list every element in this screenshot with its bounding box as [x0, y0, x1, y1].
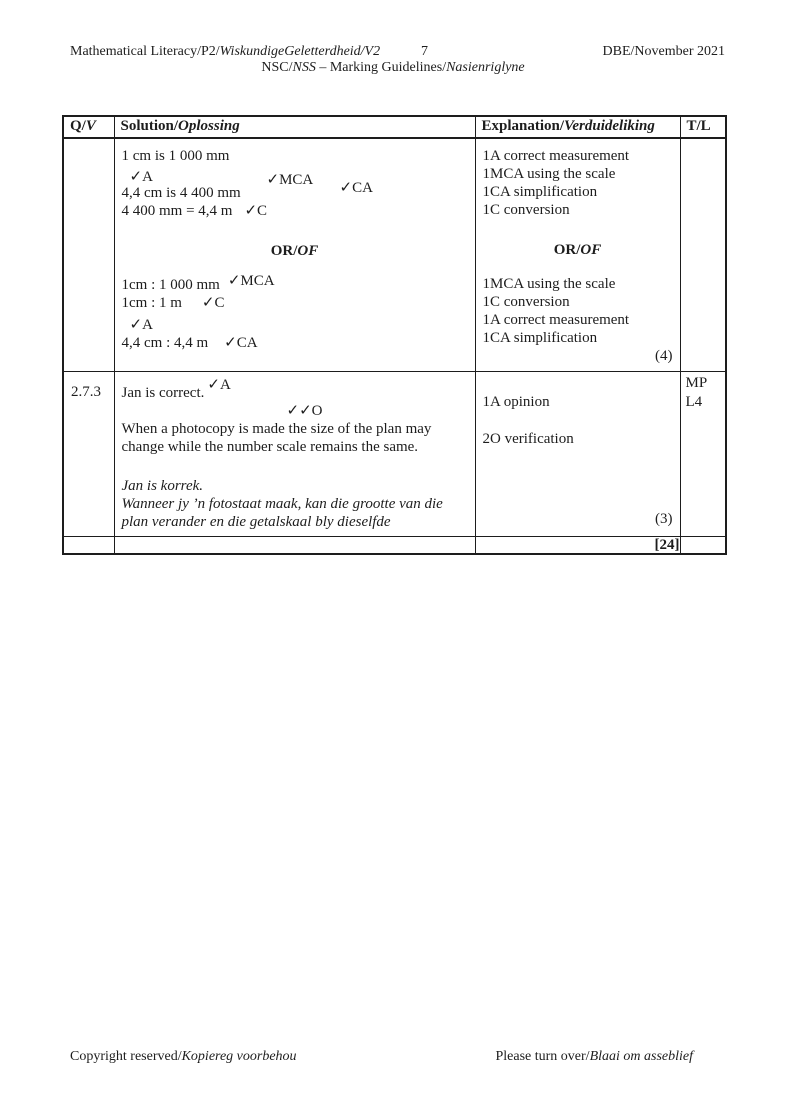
- mark-c: ✓C: [244, 203, 268, 219]
- cell-solution-r2: [114, 372, 475, 537]
- solution-line: 1 cm is 1 000 mm: [121, 148, 230, 164]
- or-label-en: OR/: [270, 243, 298, 259]
- header-subject-af: WiskundigeGeletterdheid/V2: [219, 44, 381, 59]
- solution-text: 1cm : 1 m: [121, 295, 182, 311]
- table-row: [63, 537, 726, 555]
- or-label-af: OF: [297, 243, 319, 259]
- tl-code-mp: MP: [685, 375, 708, 391]
- footer-copyright: [70, 1049, 297, 1065]
- explanation-line: 1C conversion: [482, 294, 570, 310]
- marking-guideline-table: [62, 115, 727, 555]
- footer-turn-over-en: Please turn over/: [495, 1049, 590, 1064]
- explanation-line: 1CA simplification: [482, 330, 598, 346]
- mark-mca: ✓MCA: [227, 273, 275, 289]
- grand-total: [24]: [475, 537, 680, 555]
- marks-total: (3): [655, 511, 673, 527]
- solution-line-afrikaans: plan verander en die getalskaal bly dieselfde: [121, 514, 391, 530]
- header-nasienriglyne: Nasienriglyne: [446, 60, 525, 75]
- explanation-line: 1A correct measurement: [482, 312, 630, 328]
- solution-text: 1cm : 1 000 mm: [121, 277, 220, 293]
- header-subject: [70, 44, 380, 60]
- header-nsc: NSC/: [261, 60, 293, 75]
- solution-line-afrikaans: Jan is korrek.: [121, 478, 204, 494]
- mark-ca: ✓CA: [339, 180, 373, 196]
- or-label-af: OF: [580, 242, 602, 258]
- table-row: [63, 138, 726, 372]
- mark-ca: ✓CA: [224, 335, 258, 351]
- explanation-line: 1MCA using the scale: [482, 276, 616, 292]
- col-header-qv-italic: V: [85, 118, 96, 134]
- cell-qv-r1: [63, 138, 114, 372]
- explanation-line: 1MCA using the scale: [482, 166, 616, 182]
- col-header-explanation-main: Explanation/: [481, 118, 565, 134]
- solution-line: change while the number scale remains the same.: [121, 439, 419, 455]
- page-number: 7: [421, 44, 428, 59]
- cell-explanation-r1: [475, 138, 680, 372]
- cell-qv-r3: [63, 537, 114, 555]
- solution-text: 4 400 mm = 4,4 m: [121, 203, 233, 219]
- col-header-solution: [114, 116, 475, 138]
- col-header-qv: [63, 116, 114, 138]
- footer-copyright-af: Kopiereg voorbehou: [181, 1049, 297, 1064]
- table-header-row: [63, 116, 726, 138]
- mark-c: ✓C: [201, 295, 225, 311]
- mark-a: ✓A: [129, 169, 153, 185]
- explanation-line: 1A correct measurement: [482, 148, 630, 164]
- explanation-line: 2O verification: [482, 431, 574, 447]
- cell-explanation-r2: [475, 372, 680, 537]
- solution-line: 4,4 cm is 4 400 mm: [121, 185, 241, 201]
- or-separator: [483, 241, 673, 259]
- solution-line: [121, 377, 468, 402]
- col-header-explanation-italic: Verduideliking: [564, 118, 655, 134]
- cell-tl-r1: [680, 138, 726, 372]
- mark-mca: ✓MCA: [266, 172, 314, 188]
- marks-total: (4): [655, 348, 673, 364]
- tl-code-l4: L4: [685, 394, 703, 410]
- col-header-solution-main: Solution/: [120, 118, 179, 134]
- col-header-qv-main: Q/: [70, 118, 86, 134]
- header-subject-en: Mathematical Literacy/P2/: [70, 44, 220, 59]
- cell-tl-r3: [680, 537, 726, 555]
- cell-tl-r2: [680, 372, 726, 537]
- question-number: 2.7.3: [71, 384, 101, 400]
- col-header-solution-italic: Oplossing: [178, 118, 240, 134]
- table-row: [63, 372, 726, 537]
- mark-oo: ✓✓O: [286, 403, 323, 419]
- or-separator: [122, 242, 468, 260]
- cell-qv-r2: [63, 372, 114, 537]
- footer-turn-over-af: Blaai om asseblief: [589, 1049, 693, 1064]
- mark-a: ✓A: [129, 317, 153, 333]
- explanation-line: 1CA simplification: [482, 184, 598, 200]
- solution-line: [122, 202, 468, 220]
- solution-line: [122, 294, 468, 312]
- header-nss: NSS: [292, 60, 316, 75]
- cell-solution-r1: [114, 138, 475, 372]
- col-header-tl: T/L: [680, 116, 726, 138]
- mark-a: ✓A: [207, 377, 231, 393]
- solution-text: 4,4 cm : 4,4 m: [121, 335, 209, 351]
- cell-solution-r3: [114, 537, 475, 555]
- solution-marks-line: [122, 316, 468, 334]
- explanation-line: 1C conversion: [482, 202, 570, 218]
- explanation-line: 1A opinion: [482, 394, 550, 410]
- col-header-explanation: [475, 116, 680, 138]
- page-footer: [70, 1049, 693, 1065]
- footer-copyright-en: Copyright reserved/: [70, 1049, 182, 1064]
- solution-text: Jan is correct.: [121, 385, 205, 401]
- or-label-en: OR/: [553, 242, 581, 258]
- header-guidelines: – Marking Guidelines/: [315, 60, 447, 75]
- solution-line-afrikaans: Wanneer jy ’n fotostaat maak, kan die grootte van die: [121, 496, 443, 512]
- page-header-line2: [0, 60, 786, 76]
- header-exam-session: DBE/November 2021: [602, 44, 725, 59]
- solution-line: When a photocopy is made the size of the plan may: [121, 421, 432, 437]
- solution-line: [122, 334, 468, 352]
- footer-turn-over: [495, 1049, 693, 1065]
- solution-line: [121, 273, 468, 294]
